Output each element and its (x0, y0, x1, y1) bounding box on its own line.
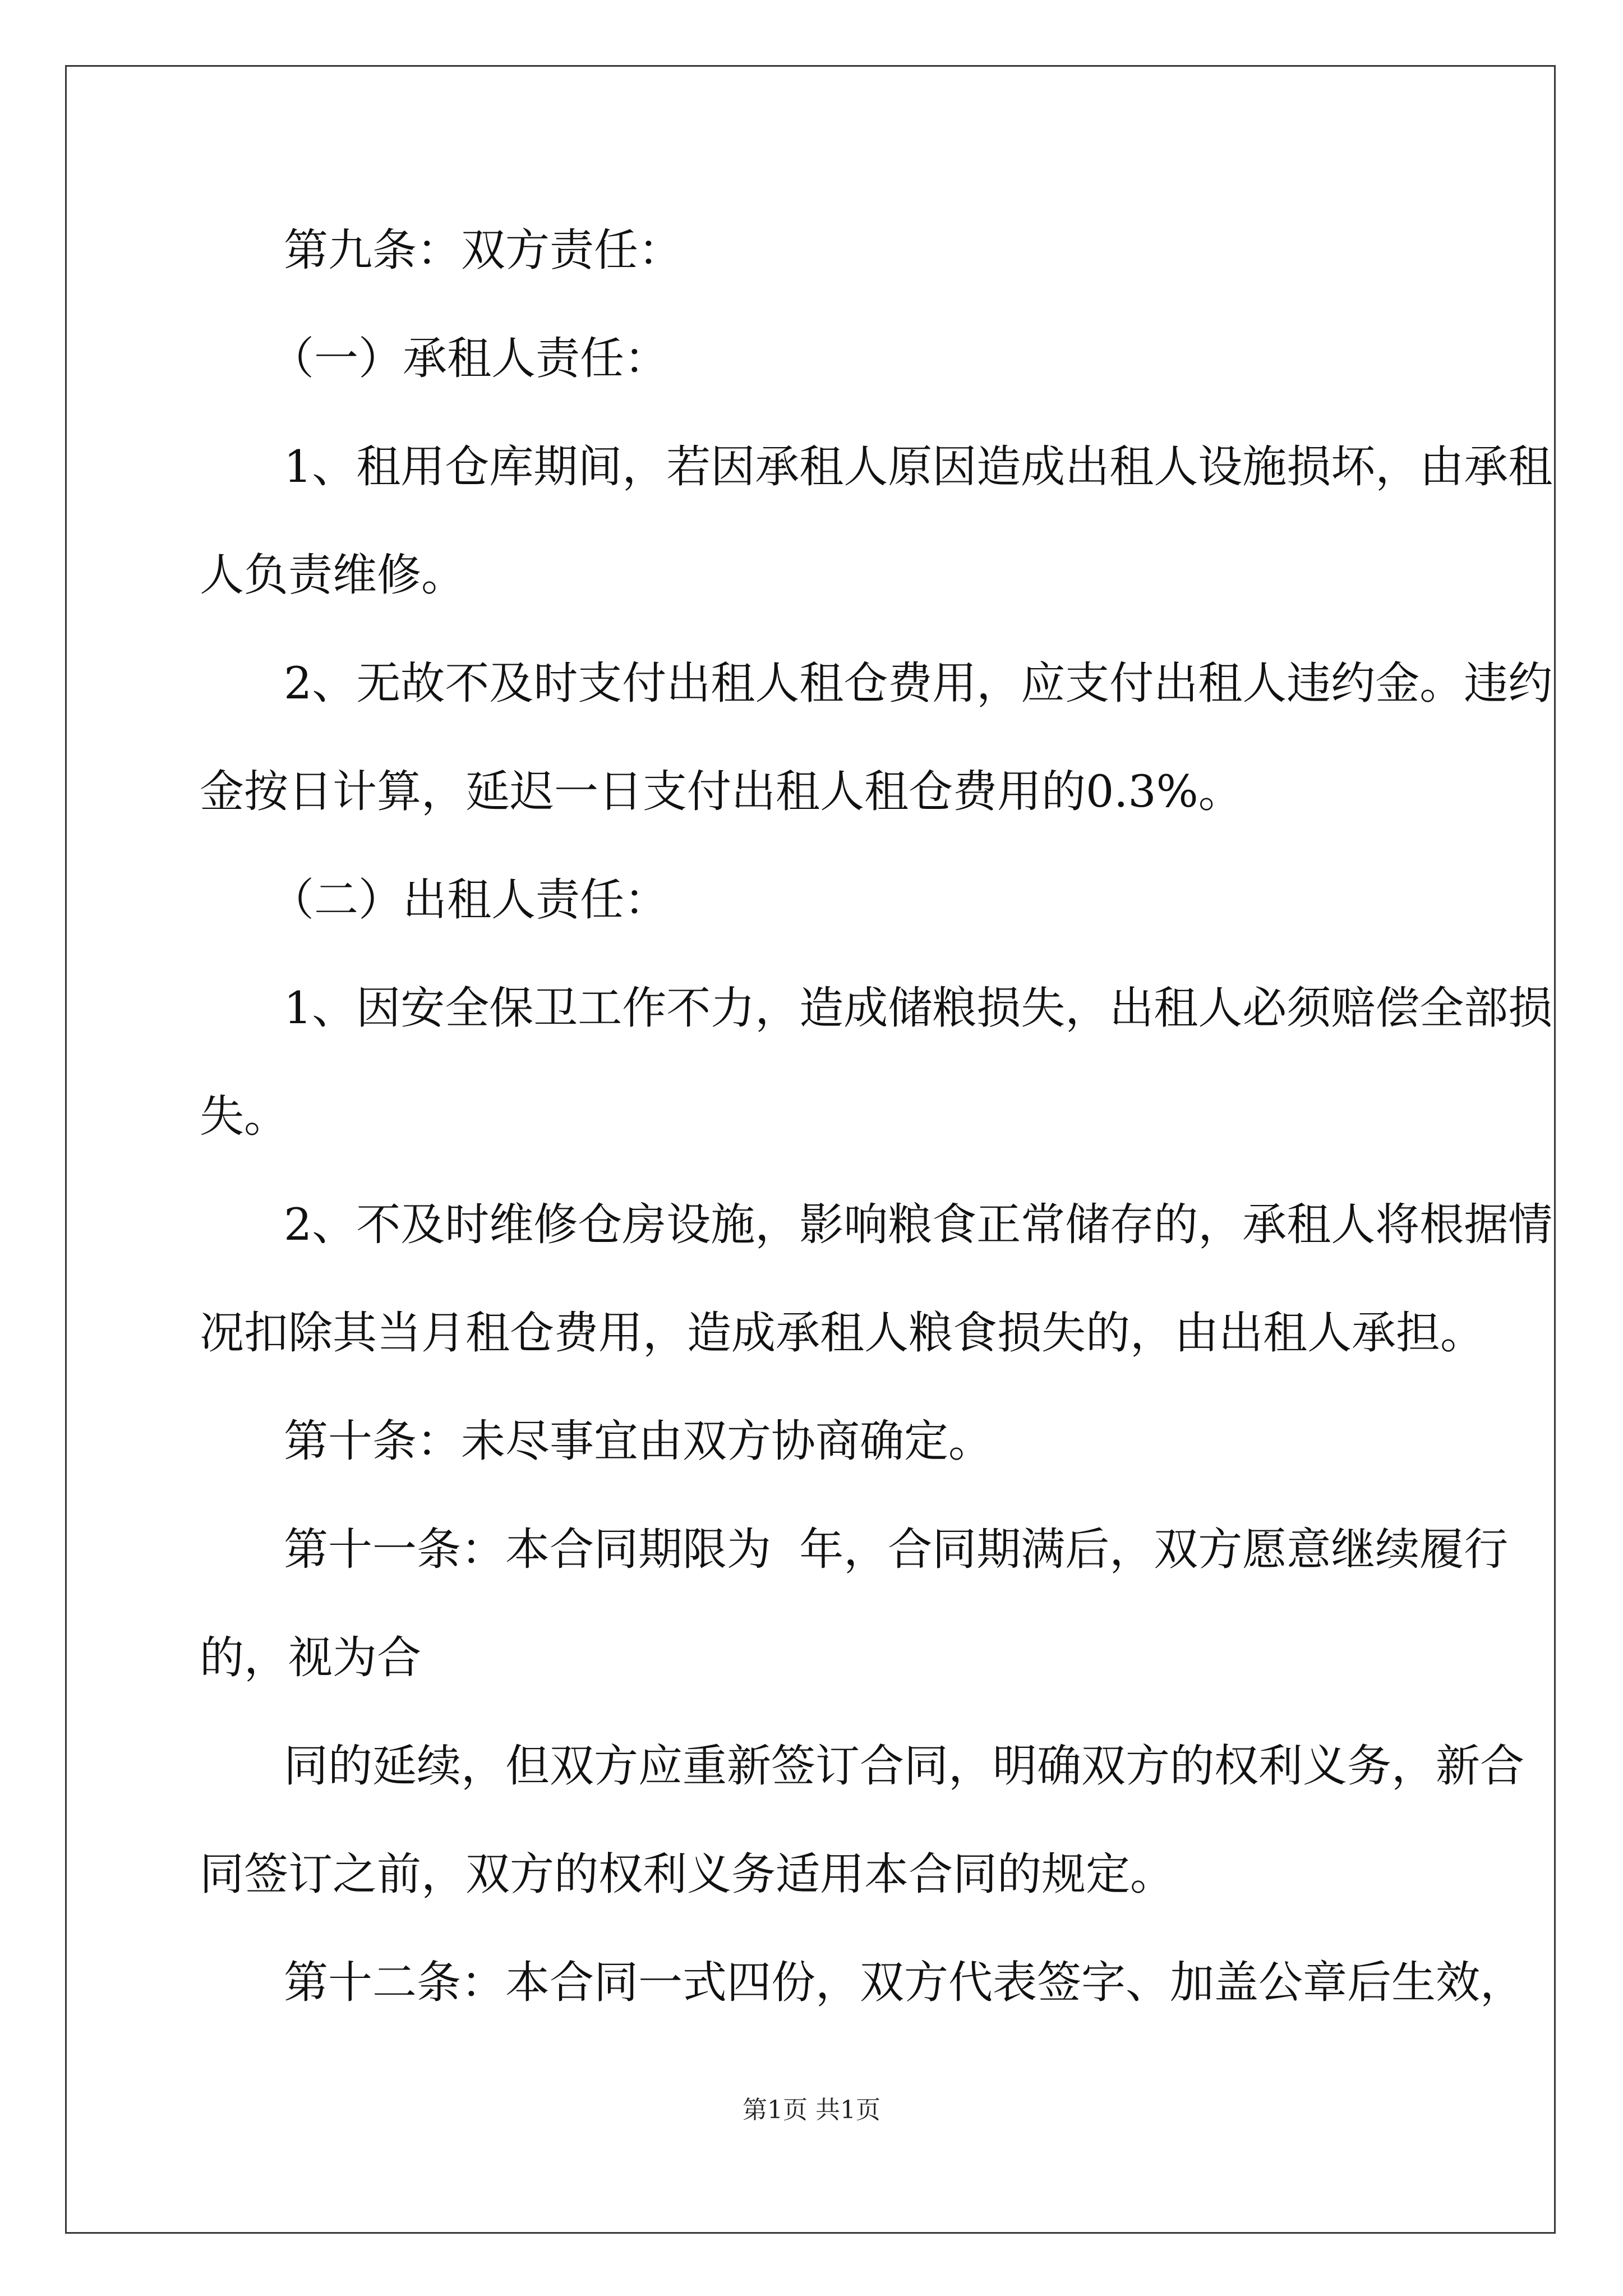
page-number-footer: 第1页 共1页 (743, 2096, 880, 2124)
article-11-line-1: 第十一条：本合同期限为 年，合同期满后，双方愿意继续履行 (284, 1524, 1509, 1575)
page-border (65, 65, 1556, 2234)
article-12-line-1: 第十二条：本合同一式四份，双方代表签字、加盖公章后生效， (284, 1957, 1524, 2008)
lessee-duties-heading: （一）承租人责任： (270, 333, 668, 384)
lessee-duty-2-line-1: 2、无故不及时支付出租人租仓费用，应支付出租人违约金。违约 (284, 657, 1553, 709)
article-11-continuation-2: 同签订之前，双方的权利义务适用本合同的规定。 (200, 1848, 1174, 1900)
lessor-duty-2-line-1: 2、不及时维修仓房设施，影响粮食正常储存的，承租人将根据情 (284, 1199, 1553, 1250)
article-11-continuation-1: 同的延续，但双方应重新签订合同，明确双方的权利义务，新合 (284, 1740, 1524, 1792)
article-11-line-2: 的，视为合 (200, 1632, 421, 1683)
article-9-heading: 第九条：双方责任： (284, 224, 683, 276)
article-10: 第十条：未尽事宜由双方协商确定。 (284, 1415, 993, 1467)
lessor-duty-2-line-2: 况扣除其当月租仓费用，造成承租人粮食损失的，由出租人承担。 (200, 1307, 1484, 1359)
lessee-duty-1-line-1: 1、租用仓库期间，若因承租人原因造成出租人设施损坏，由承租 (284, 441, 1553, 493)
lessor-duty-1-line-1: 1、因安全保卫工作不力，造成储粮损失，出租人必须赔偿全部损 (284, 982, 1553, 1034)
lessor-duty-1-line-2: 失。 (200, 1091, 288, 1142)
lessor-duties-heading: （二）出租人责任： (270, 874, 668, 926)
lessee-duty-2-line-2: 金按日计算，延迟一日支付出租人租仓费用的0.3%。 (200, 766, 1243, 817)
lessee-duty-1-line-2: 人负责维修。 (200, 549, 465, 601)
